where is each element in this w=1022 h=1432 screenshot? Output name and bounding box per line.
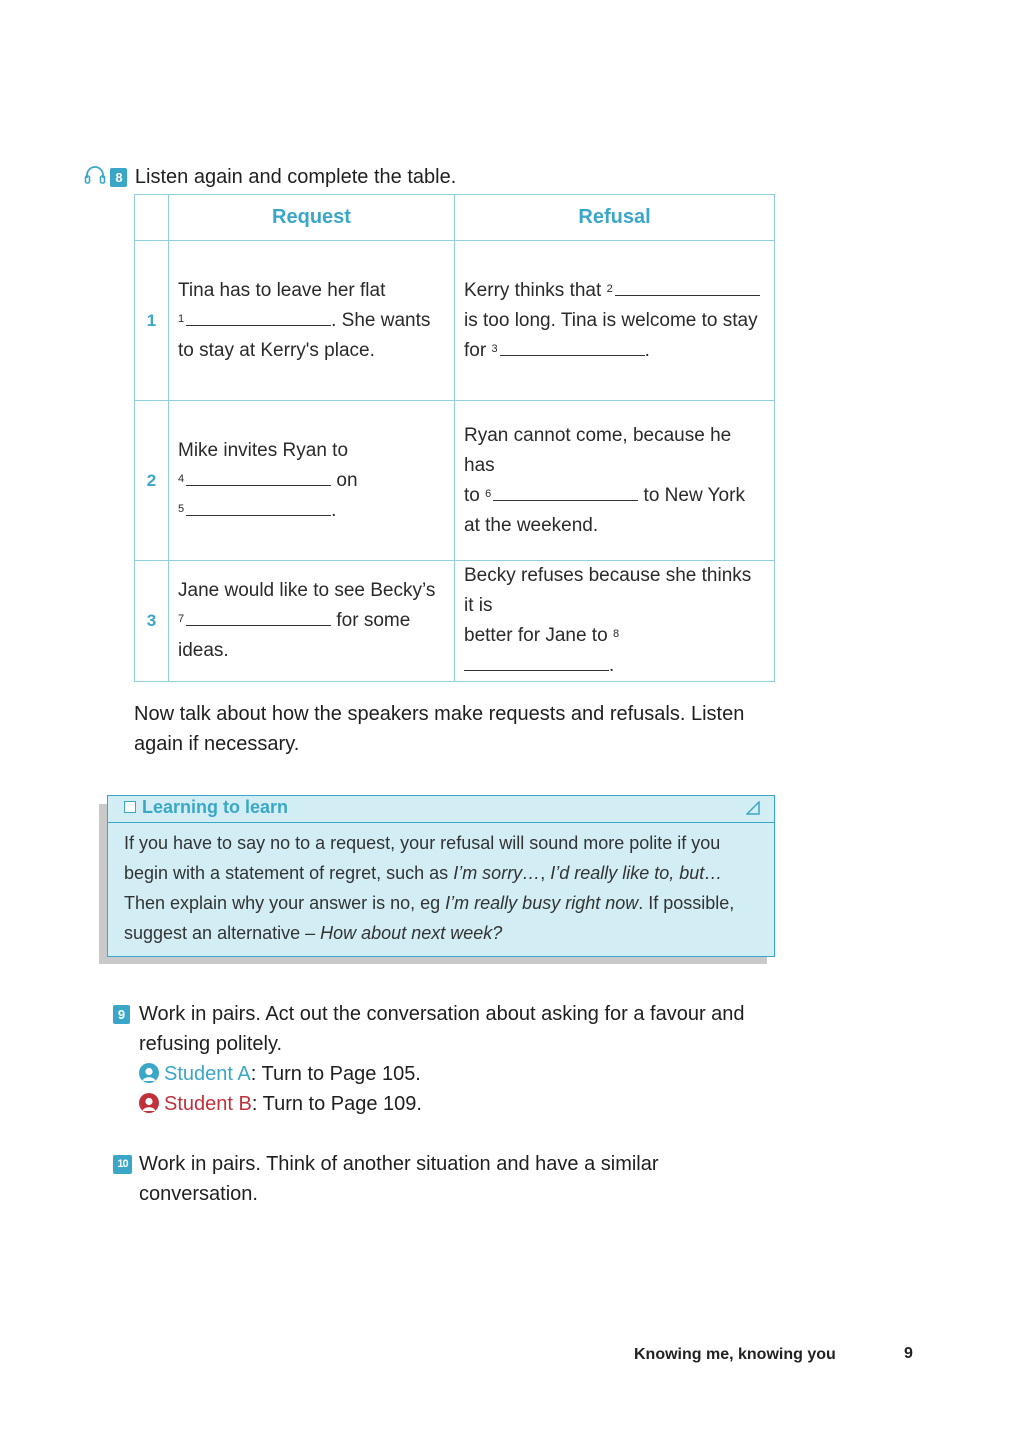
followup-instruction: Now talk about how the speakers make requests and refusals. Listen again if necessary. bbox=[134, 703, 745, 755]
learning-box-title: Learning to learn bbox=[142, 797, 289, 817]
student-a-line: Student A: Turn to Page 105. bbox=[139, 1059, 783, 1089]
student-a-label: Student A bbox=[164, 1063, 251, 1085]
exercise-instruction: Work in pairs. Act out the conversation about asking for a favour and refusing politely. bbox=[139, 1003, 745, 1055]
table-row bbox=[135, 401, 775, 561]
student-b-line: Student B: Turn to Page 109. bbox=[139, 1089, 783, 1119]
gap-number: 1 bbox=[178, 312, 185, 325]
exercise-number-badge: 9 bbox=[113, 1005, 130, 1024]
gap-number: 7 bbox=[178, 613, 185, 625]
refusal-cell: Kerry thinks that $^2$ is too long. Tina is welcome to stay for $^3$ . bbox=[455, 241, 775, 401]
gap-number: 3 bbox=[491, 342, 498, 355]
checkbox-icon bbox=[124, 801, 136, 813]
table-row bbox=[135, 241, 775, 401]
learning-box bbox=[107, 795, 775, 957]
answer-blank[interactable] bbox=[464, 652, 609, 671]
answer-blank[interactable] bbox=[186, 497, 331, 516]
gap-number: 6 bbox=[485, 487, 492, 500]
student-b-label: Student B bbox=[164, 1093, 252, 1115]
exercise-instruction: Listen again and complete the table. bbox=[134, 166, 457, 188]
exercise-8-header bbox=[84, 162, 456, 192]
table-row bbox=[135, 561, 775, 682]
gap-number: 4 bbox=[178, 472, 185, 485]
request-cell: Mike invites Ryan to $^4$ on $^5$ . bbox=[169, 401, 455, 561]
row-number: 3 bbox=[135, 561, 169, 682]
request-cell: Jane would like to see Becky’s $^7$ for some ideas. bbox=[169, 561, 455, 682]
answer-blank[interactable] bbox=[186, 307, 331, 326]
corner-triangle-icon bbox=[746, 801, 760, 820]
answer-blank[interactable] bbox=[500, 337, 645, 356]
row-number: 2 bbox=[135, 401, 169, 561]
gap-number: 2 bbox=[606, 282, 613, 295]
refusal-cell: Ryan cannot come, because he has to $^6$ to New York at the weekend. bbox=[455, 401, 775, 561]
student-b-icon bbox=[139, 1093, 159, 1113]
learning-box-text: If you have to say no to a request, your refusal will sound more polite if you begin with a statement of regret, such as I’m sorry…, I’d really like to, but… Then explain why your answer is no, eg I’m really busy right now. If possible, suggest an alternative – How about next week? bbox=[124, 833, 735, 943]
table-header-row bbox=[135, 195, 775, 241]
table-header-refusal: Refusal bbox=[455, 195, 775, 241]
answer-blank[interactable] bbox=[186, 607, 331, 626]
exercise-instruction: Work in pairs. Think of another situation and have a similar conversation. bbox=[139, 1153, 659, 1205]
answer-blank[interactable] bbox=[493, 482, 638, 501]
headphones-icon bbox=[84, 165, 106, 190]
table-header-empty bbox=[135, 195, 169, 241]
request-cell: Tina has to leave her flat $^1$ . She wants to stay at Kerry's place. bbox=[169, 241, 455, 401]
exercise-number-badge: 10 bbox=[113, 1155, 132, 1174]
row-number: 1 bbox=[135, 241, 169, 401]
table-header-request: Request bbox=[169, 195, 455, 241]
exercise-10 bbox=[113, 1149, 783, 1209]
completion-table bbox=[134, 194, 775, 682]
refusal-cell: Becky refuses because she thinks it is better for Jane to $^8$. bbox=[455, 561, 775, 682]
page-number: 9 bbox=[904, 1345, 913, 1362]
exercise-9 bbox=[113, 999, 783, 1119]
footer-unit-title: Knowing me, knowing you bbox=[634, 1346, 836, 1363]
gap-number: 5 bbox=[178, 502, 185, 515]
student-a-icon bbox=[139, 1063, 159, 1083]
gap-number: 8 bbox=[612, 628, 620, 640]
answer-blank[interactable] bbox=[186, 467, 331, 486]
exercise-number-badge: 8 bbox=[110, 168, 127, 187]
learning-box-header bbox=[108, 796, 774, 823]
answer-blank[interactable] bbox=[615, 277, 760, 296]
